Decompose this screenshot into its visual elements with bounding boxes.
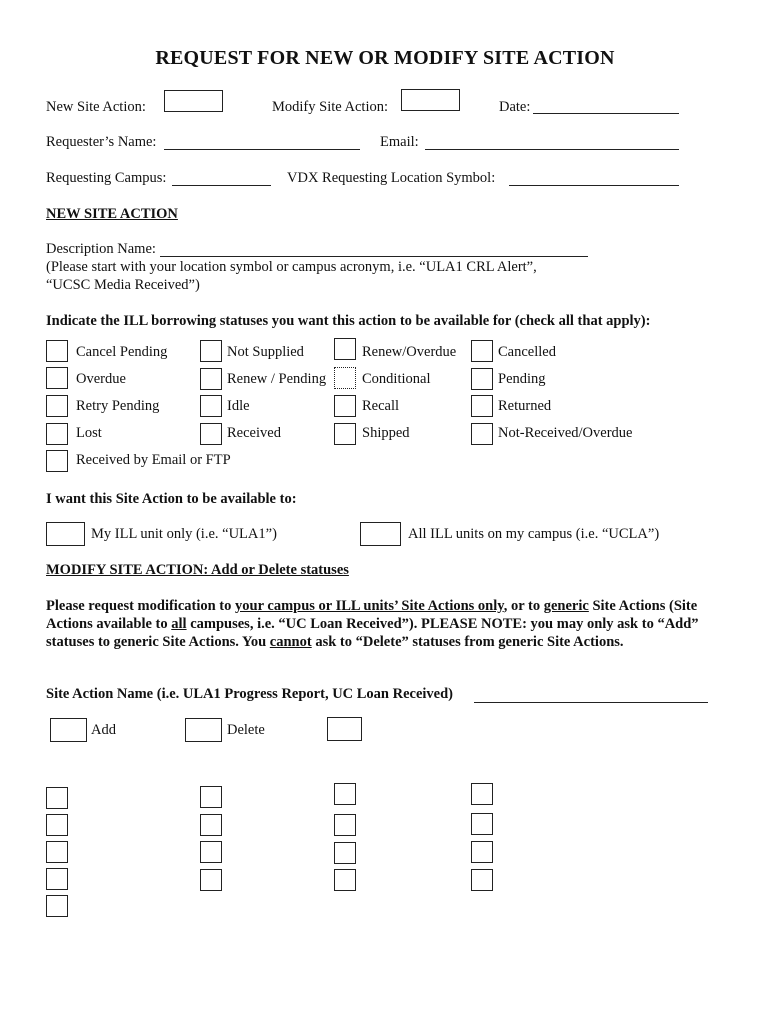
modify-site-action-heading: MODIFY SITE ACTION: Add or Delete statuses bbox=[46, 562, 349, 578]
description-name-label: Description Name: bbox=[46, 241, 156, 257]
new-site-action-heading: NEW SITE ACTION bbox=[46, 206, 178, 222]
all-units-campus-checkbox[interactable] bbox=[360, 522, 401, 546]
status-checkbox[interactable] bbox=[471, 340, 493, 362]
new-site-action-checkbox[interactable] bbox=[164, 90, 223, 112]
status-label: Lost bbox=[76, 425, 102, 441]
modify-status-checkbox[interactable] bbox=[46, 787, 68, 809]
modify-status-checkbox[interactable] bbox=[334, 869, 356, 891]
delete-label: Delete bbox=[227, 722, 265, 738]
delete-checkbox[interactable] bbox=[185, 718, 222, 742]
modify-status-checkbox[interactable] bbox=[46, 814, 68, 836]
status-label: Not Supplied bbox=[227, 344, 304, 360]
status-checkbox[interactable] bbox=[46, 367, 68, 389]
availability-prompt: I want this Site Action to be available to: bbox=[46, 491, 297, 507]
status-checkbox[interactable] bbox=[46, 395, 68, 417]
requesting-campus-field[interactable] bbox=[172, 185, 271, 186]
requester-name-field[interactable] bbox=[164, 149, 360, 150]
status-label: Renew / Pending bbox=[227, 371, 327, 387]
status-label: Not-Received/Overdue bbox=[498, 425, 633, 441]
email-label: Email: bbox=[380, 134, 419, 150]
modify-status-checkbox[interactable] bbox=[471, 869, 493, 891]
status-checkbox[interactable] bbox=[334, 367, 356, 389]
status-checkbox[interactable] bbox=[46, 423, 68, 445]
ill-unit-only-label: My ILL unit only (i.e. “ULA1”) bbox=[91, 526, 277, 542]
form-title: REQUEST FOR NEW OR MODIFY SITE ACTION bbox=[155, 47, 615, 69]
date-label: Date: bbox=[499, 99, 531, 115]
requester-name-label: Requester’s Name: bbox=[46, 134, 157, 150]
ill-unit-only-checkbox[interactable] bbox=[46, 522, 85, 546]
description-hint-line-2: “UCSC Media Received”) bbox=[46, 277, 200, 293]
modify-status-checkbox[interactable] bbox=[471, 841, 493, 863]
description-name-field[interactable] bbox=[160, 256, 588, 257]
vdx-location-field[interactable] bbox=[509, 185, 679, 186]
site-action-name-field[interactable] bbox=[474, 702, 708, 703]
status-checkbox[interactable] bbox=[200, 368, 222, 390]
status-checkbox[interactable] bbox=[200, 340, 222, 362]
status-label: Overdue bbox=[76, 371, 126, 387]
status-checkbox[interactable] bbox=[46, 340, 68, 362]
modify-status-checkbox[interactable] bbox=[46, 895, 68, 917]
blank-option-checkbox[interactable] bbox=[327, 717, 362, 741]
statuses-prompt: Indicate the ILL borrowing statuses you want this action to be available for (check all that apply): bbox=[46, 313, 651, 329]
status-checkbox[interactable] bbox=[200, 423, 222, 445]
status-label: Retry Pending bbox=[76, 398, 160, 414]
status-checkbox[interactable] bbox=[334, 395, 356, 417]
modify-site-action-label: Modify Site Action: bbox=[272, 99, 388, 115]
status-checkbox[interactable] bbox=[200, 395, 222, 417]
modify-status-checkbox[interactable] bbox=[46, 841, 68, 863]
modify-status-checkbox[interactable] bbox=[200, 814, 222, 836]
modify-instructions: Please request modification to your campus or ILL units’ Site Actions only, or to generic Site Actions (Site Actions available to all campuses, i.e. “UC Loan Received”). PLEASE NOTE: you may only ask to “Add” statuses to generic Site Actions. You cannot ask to “Delete” statuses from generic Site Actions. bbox=[46, 598, 699, 650]
date-field[interactable] bbox=[533, 113, 679, 114]
status-label: Pending bbox=[498, 371, 546, 387]
vdx-location-label: VDX Requesting Location Symbol: bbox=[287, 170, 496, 186]
status-label: Renew/Overdue bbox=[362, 344, 457, 360]
status-label: Returned bbox=[498, 398, 552, 414]
modify-status-checkbox[interactable] bbox=[200, 869, 222, 891]
email-field[interactable] bbox=[425, 149, 679, 150]
status-label: Shipped bbox=[362, 425, 410, 441]
modify-status-checkbox[interactable] bbox=[471, 813, 493, 835]
status-checkbox[interactable] bbox=[471, 423, 493, 445]
description-hint-line-1: (Please start with your location symbol or campus acronym, i.e. “ULA1 CRL Alert”, bbox=[46, 259, 537, 275]
status-label: Cancel Pending bbox=[76, 344, 168, 360]
modify-status-checkbox[interactable] bbox=[200, 786, 222, 808]
status-checkbox[interactable] bbox=[46, 450, 68, 472]
new-site-action-label: New Site Action: bbox=[46, 99, 146, 115]
modify-status-checkbox[interactable] bbox=[334, 783, 356, 805]
modify-status-checkbox[interactable] bbox=[334, 814, 356, 836]
status-label: Cancelled bbox=[498, 344, 556, 360]
status-label: Received by Email or FTP bbox=[76, 452, 231, 468]
status-label: Idle bbox=[227, 398, 250, 414]
modify-status-checkbox[interactable] bbox=[46, 868, 68, 890]
modify-status-checkbox[interactable] bbox=[334, 842, 356, 864]
modify-status-checkbox[interactable] bbox=[471, 783, 493, 805]
all-units-campus-label: All ILL units on my campus (i.e. “UCLA”) bbox=[408, 526, 660, 542]
modify-site-action-checkbox[interactable] bbox=[401, 89, 460, 111]
add-checkbox[interactable] bbox=[50, 718, 87, 742]
status-label: Received bbox=[227, 425, 281, 441]
status-checkbox[interactable] bbox=[334, 423, 356, 445]
status-checkbox[interactable] bbox=[471, 395, 493, 417]
site-action-name-label: Site Action Name (i.e. ULA1 Progress Report, UC Loan Received) bbox=[46, 686, 454, 702]
modify-status-checkbox[interactable] bbox=[200, 841, 222, 863]
requesting-campus-label: Requesting Campus: bbox=[46, 170, 167, 186]
status-label: Recall bbox=[362, 398, 400, 414]
status-checkbox[interactable] bbox=[334, 338, 356, 360]
add-label: Add bbox=[91, 722, 116, 738]
status-checkbox[interactable] bbox=[471, 368, 493, 390]
status-label: Conditional bbox=[362, 371, 431, 387]
